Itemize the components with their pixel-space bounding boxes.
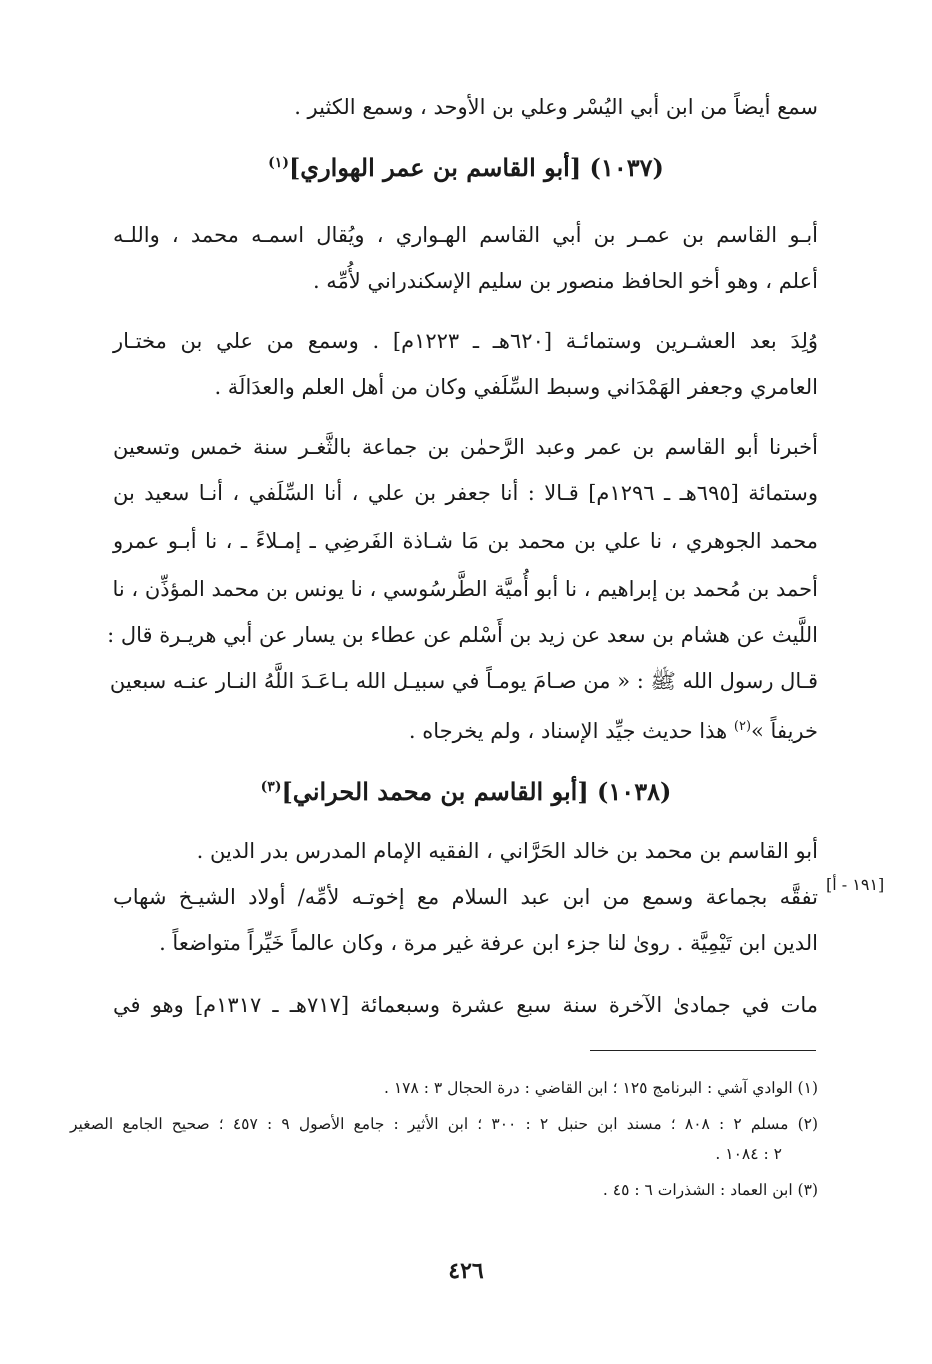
footnote-2-cont: ٢ : ١٠٨٤ . [715,1145,782,1163]
text-line: العامري وجعفر الهَمْدَاني وسبط السِّلَفي وكان من أهل العلم والعدَالَة . [214,375,818,399]
text-line: أبـو القاسم بن عمـر بن أبي القاسم الهـواري ، ويُقال اسمـه محمد ، واللـه [113,223,818,247]
text-line: تفقَّه بجماعة وسمع من ابن عبد السلام مع إخوتـه لأمِّه/ أولاد الشيـخ شهاب [113,885,818,909]
text-line: أبو القاسم بن محمد بن خالد الحَرَّاني ، الفقيه الإمام المدرس بدر الدين . [196,839,818,863]
text-line: وُلِدَ بعد العشـرين وستمائـة [٦٢٠هـ ـ ١٢٢٣م] . وسمع من علي بن مختـار [113,329,818,353]
text-line: الدين ابن تَيْمِيَّة . روىٰ لنا جزء ابن عرفة غير مرة ، وكان عالماً خَيِّراً متواضعاً . [159,931,818,955]
text-line [409,712,818,746]
text-line: سمع أيضاً من ابن أبي اليُسْر وعلي بن الأوحد ، وسمع الكثير . [294,95,818,119]
footnote-ref: (٢) [733,719,752,734]
entry-heading-1038 [0,770,932,809]
footnote-3: (٣) ابن العماد : الشذرات ٦ : ٤٥ . [602,1181,818,1199]
hadith-end: خريفاً » [751,719,818,743]
entry-heading-1037 [0,146,932,185]
footnote-ref: (٣) [260,779,282,795]
text-line: اللَّيث عن هشام بن سعد عن زيد بن أَسْلم عن عطاء بن يسار عن أبي هريـرة قال : [107,623,818,647]
footnote-2: (٢) مسلم ٢ : ٨٠٨ ؛ مسند ابن حنبل ٢ : ٣٠٠ ؛ ابن الأثير : جامع الأصول ٩ : ٤٥٧ ؛ صحيح الجامع الصغير [70,1115,819,1133]
footnote-1: (١) الوادي آشي : البرنامج ١٢٥ ؛ ابن القاضي : درة الحجال ٣ : ١٧٨ . [384,1079,818,1097]
text-line: محمد الجوهري ، نا علي بن محمد بن مَا شـاذة الفَرضِي ـ إمـلاءً ـ ، نا أبـو عمرو [113,529,818,553]
text-line: أعلم ، وهو أخو الحافظ منصور بن سليم الإسكندراني لأُمِّه . [312,269,818,293]
heading-text: (١٠٣٧) [أبو القاسم بن عمر الهواري] [288,153,664,182]
heading-text: (١٠٣٨) [أبو القاسم بن محمد الحراني] [281,777,672,806]
text-line: وستمائة [٦٩٥هـ ـ ١٢٩٦م] قـالا : أنا جعفر بن علي ، أنا السِّلَفي ، أنـا سعيد بن [113,481,818,505]
text-line: قـال رسول الله ﷺ : « من صـامَ يومـاً في سبيـل الله بـاعَـدَ اللَّهُ النـار عنـه سبعين [109,669,818,693]
manuscript-folio-marker: [١٩١ - أ] [826,875,885,894]
text-span: هذا حديث جيِّد الإسناد ، ولم يخرجاه . [408,719,734,743]
footnote-divider [590,1050,816,1051]
text-line: أحمد بن مُحمد بن إبراهيم ، نا أبو أُميَّة الطَّرسُوسي ، نا يونس بن محمد المؤذِّن ، نا [112,577,818,601]
text-line: مات في جمادىٰ الآخرة سنة سبع عشرة وسبعمائة [٧١٧هـ ـ ١٣١٧م] وهو في [113,993,819,1017]
footnote-ref: (١) [268,155,289,171]
page-number: ٤٢٦ [448,1258,484,1284]
text-line: أخبرنا أبو القاسم بن عمر وعبد الرَّحمٰن بن جماعة بالثَّغـر سنة خمس وتسعين [113,435,818,459]
